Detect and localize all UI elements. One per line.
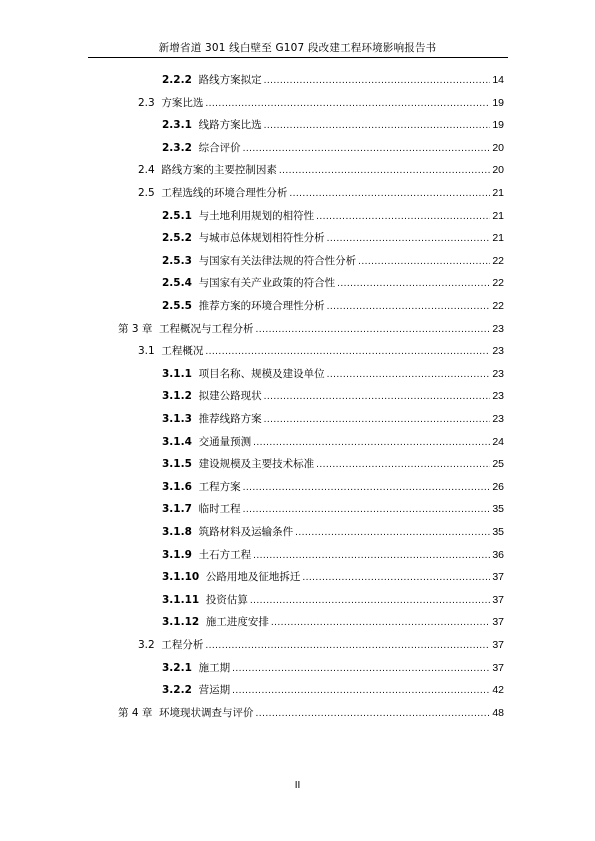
toc-entry[interactable] (162, 592, 504, 608)
toc-entry[interactable] (162, 524, 504, 540)
toc-dot-leader (205, 344, 490, 360)
toc-entry-number: 2.5.4 (162, 277, 192, 290)
toc-entry-number: 2.5.1 (162, 209, 192, 222)
toc-entry-title: 拟建公路现状 (198, 390, 262, 403)
toc-entry-title: 推荐线路方案 (198, 413, 262, 425)
toc-entry-page: 19 (492, 96, 504, 109)
toc-entry-page: 48 (492, 706, 504, 719)
toc-entry-title: 项目名称、规模及建设单位 (198, 367, 325, 380)
toc-entry-title: 综合评价 (198, 141, 241, 154)
toc-dot-leader (253, 435, 490, 451)
toc-dot-leader (250, 593, 490, 609)
toc-entry-number: 第 4 章 (118, 706, 153, 719)
toc-dot-leader (256, 322, 491, 338)
toc-entry[interactable] (138, 185, 504, 201)
toc-entry-gap (152, 321, 159, 337)
toc-entry-page: 35 (492, 526, 504, 538)
toc-entry-title: 与国家有关法律法规的符合性分析 (198, 254, 357, 267)
toc-entry[interactable] (162, 117, 504, 133)
toc-entry-gap (152, 705, 159, 721)
toc-entry-page: 21 (492, 232, 504, 245)
toc-entry-title: 推荐方案的环境合理性分析 (198, 300, 325, 312)
toc-entry[interactable] (162, 479, 504, 495)
toc-dot-leader (243, 480, 491, 496)
toc-entry-number: 3.1.4 (162, 435, 192, 448)
toc-entry-number: 3.1.12 (162, 616, 200, 629)
toc-entry[interactable] (162, 298, 504, 314)
toc-entry-gap (192, 479, 199, 495)
toc-dot-leader (316, 209, 490, 225)
toc-entry[interactable] (162, 660, 504, 676)
toc-entry-gap (155, 637, 162, 653)
page-number: II (294, 780, 301, 791)
toc-dot-leader (264, 389, 491, 405)
toc-entry-title: 筑路材料及运输条件 (198, 526, 294, 538)
toc-entry-number: 3.1.5 (162, 458, 192, 471)
toc-entry-number: 3.1.9 (162, 548, 192, 561)
toc-entry[interactable] (162, 434, 504, 450)
toc-entry-gap (155, 343, 162, 359)
toc-entry-gap (192, 501, 199, 517)
toc-entry-gap (155, 162, 162, 178)
toc-entry-title: 施工期 (198, 661, 231, 674)
toc-dot-leader (256, 706, 491, 722)
toc-entry-title: 环境现状调查与评价 (159, 706, 254, 719)
toc-entry-title: 工程概况 (161, 345, 204, 358)
toc-entry-page: 23 (492, 322, 504, 335)
toc-entry-title: 与国家有关产业政策的符合性 (198, 277, 336, 290)
toc-dot-leader (264, 412, 491, 428)
toc-entry-page: 37 (492, 616, 504, 629)
toc-dot-leader (337, 276, 490, 292)
toc-entry-number: 3.2.1 (162, 661, 192, 674)
toc-entry-number: 3.1.3 (162, 413, 192, 425)
toc-entry-page: 20 (492, 164, 504, 177)
toc-entry-page: 37 (492, 661, 504, 674)
toc-entry-gap (192, 208, 199, 224)
toc-entry-title: 工程选线的环境合理性分析 (161, 187, 288, 199)
toc-entry-gap (192, 524, 199, 540)
toc-entry[interactable] (162, 208, 504, 224)
toc-entry-page: 23 (492, 390, 504, 403)
toc-entry-page: 21 (492, 187, 504, 199)
toc-entry-title: 公路用地及征地拆迁 (205, 571, 301, 584)
toc-entry-gap (192, 682, 199, 698)
toc-entry-number: 3.1 (138, 345, 155, 358)
toc-dot-leader (316, 457, 490, 473)
toc-entry[interactable] (162, 569, 504, 585)
toc-dot-leader (358, 254, 490, 270)
toc-entry-gap (192, 434, 199, 450)
toc-entry[interactable] (118, 705, 504, 721)
toc-entry-page: 22 (492, 254, 504, 267)
toc-entry-page: 23 (492, 345, 504, 358)
toc-entry[interactable] (118, 321, 504, 337)
toc-entry-title: 与城市总体规划相符性分析 (198, 232, 325, 245)
toc-dot-leader (279, 163, 490, 179)
toc-entry-page: 36 (492, 548, 504, 561)
running-header: 新增省道 301 线白壁至 G107 段改建工程环境影响报告书 (158, 42, 437, 54)
toc-entry[interactable] (162, 72, 504, 88)
toc-entry-title: 投资估算 (205, 593, 248, 606)
toc-entry-gap (199, 569, 206, 585)
toc-dot-leader (264, 73, 491, 89)
toc-entry[interactable] (162, 411, 504, 427)
toc-entry-title: 交通量预测 (198, 435, 252, 448)
toc-entry-gap (192, 275, 199, 291)
toc-dot-leader (302, 570, 490, 586)
toc-entry-gap (192, 660, 199, 676)
toc-entry-page: 23 (492, 367, 504, 380)
toc-dot-leader (264, 118, 491, 134)
toc-dot-leader (243, 141, 491, 157)
toc-entry-number: 2.4 (138, 164, 155, 177)
toc-entry-number: 2.5.2 (162, 232, 192, 245)
toc-entry-gap (192, 253, 199, 269)
toc-entry[interactable] (162, 682, 504, 698)
toc-entry-page: 37 (492, 571, 504, 584)
toc-dot-leader (205, 96, 490, 112)
toc-entry-number: 3.2.2 (162, 684, 192, 697)
toc-entry-number: 3.1.7 (162, 503, 192, 516)
toc-entry-number: 3.1.1 (162, 367, 192, 380)
toc-entry-gap (192, 298, 199, 314)
toc-entry[interactable] (138, 162, 504, 178)
toc-entry-title: 工程分析 (161, 639, 204, 651)
toc-entry-number: 2.2.2 (162, 74, 192, 86)
toc-entry-title: 临时工程 (198, 503, 241, 516)
toc-entry-page: 42 (492, 684, 504, 697)
toc-entry-number: 2.5.3 (162, 254, 192, 267)
toc-dot-leader (205, 638, 490, 654)
toc-entry-gap (192, 366, 199, 382)
toc-entry-gap (192, 456, 199, 472)
toc-entry-page: 37 (492, 639, 504, 651)
toc-entry-number: 3.1.11 (162, 593, 200, 606)
toc-entry-page: 35 (492, 503, 504, 516)
toc-entry-title: 营运期 (198, 684, 231, 697)
toc-entry-page: 23 (492, 413, 504, 425)
toc-dot-leader (253, 548, 490, 564)
toc-entry-gap (199, 614, 206, 630)
toc-entry-number: 3.1.2 (162, 390, 192, 403)
toc-entry-number: 第 3 章 (118, 322, 153, 335)
toc-entry-number: 2.5 (138, 187, 155, 199)
toc-entry[interactable] (162, 275, 504, 291)
toc-entry-title: 路线方案拟定 (198, 74, 262, 86)
toc-dot-leader (243, 502, 491, 518)
toc-entry-number: 2.3.1 (162, 119, 192, 132)
toc-entry-page: 22 (492, 300, 504, 312)
toc-entry-page: 37 (492, 593, 504, 606)
toc-entry-page: 20 (492, 141, 504, 154)
toc-entry-gap (192, 117, 199, 133)
toc-entry[interactable] (162, 366, 504, 382)
toc-entry-number: 3.1.10 (162, 571, 200, 584)
toc-entry-gap (192, 140, 199, 156)
toc-entry-gap (192, 72, 199, 88)
toc-entry-page: 14 (492, 74, 504, 86)
toc-entry-number: 2.5.5 (162, 300, 192, 312)
toc-entry-gap (155, 95, 162, 111)
toc-entry[interactable] (162, 614, 504, 630)
toc-entry[interactable] (138, 95, 504, 111)
toc-entry-gap (192, 388, 199, 404)
toc-entry[interactable] (162, 140, 504, 156)
toc-dot-leader (232, 661, 490, 677)
toc-entry-title: 方案比选 (161, 96, 204, 109)
toc-entry-title: 线路方案比选 (198, 119, 262, 132)
toc-entry-page: 19 (492, 119, 504, 132)
toc-dot-leader (327, 231, 491, 247)
toc-dot-leader (289, 186, 490, 202)
header-divider (88, 57, 508, 58)
toc-dot-leader (271, 615, 490, 631)
toc-entry-page: 26 (492, 480, 504, 493)
toc-entry-gap (199, 592, 206, 608)
toc-entry-number: 3.2 (138, 639, 155, 651)
toc-entry-number: 3.1.8 (162, 526, 192, 538)
toc-entry[interactable] (162, 501, 504, 517)
toc-entry-title: 建设规模及主要技术标准 (198, 458, 315, 471)
toc-entry-gap (192, 547, 199, 563)
toc-entry-title: 工程方案 (198, 480, 241, 493)
toc-entry-number: 3.1.6 (162, 480, 192, 493)
toc-entry[interactable] (162, 547, 504, 563)
toc-entry-number: 2.3.2 (162, 141, 192, 154)
toc-entry-title: 施工进度安排 (205, 616, 269, 629)
toc-entry-title: 路线方案的主要控制因素 (161, 164, 277, 177)
toc-dot-leader (327, 299, 491, 315)
toc-dot-leader (232, 683, 490, 699)
toc-entry-page: 25 (492, 458, 504, 471)
toc-entry-gap (192, 230, 199, 246)
toc-entry[interactable] (138, 343, 504, 359)
toc-entry-gap (155, 185, 162, 201)
toc-entry[interactable] (162, 388, 504, 404)
toc-dot-leader (295, 525, 490, 541)
toc-entry-title: 与土地利用规划的相符性 (198, 209, 315, 222)
toc-entry-gap (192, 411, 199, 427)
toc-entry-page: 21 (492, 209, 504, 222)
toc-entry[interactable] (162, 253, 504, 269)
toc-entry[interactable] (138, 637, 504, 653)
toc-entry-title: 工程概况与工程分析 (159, 322, 254, 335)
toc-entry-page: 22 (492, 277, 504, 290)
toc-entry-title: 土石方工程 (198, 548, 252, 561)
toc-dot-leader (327, 367, 491, 383)
toc-entry[interactable] (162, 230, 504, 246)
toc-entry-page: 24 (492, 435, 504, 448)
toc-entry-number: 2.3 (138, 96, 155, 109)
toc-entry[interactable] (162, 456, 504, 472)
